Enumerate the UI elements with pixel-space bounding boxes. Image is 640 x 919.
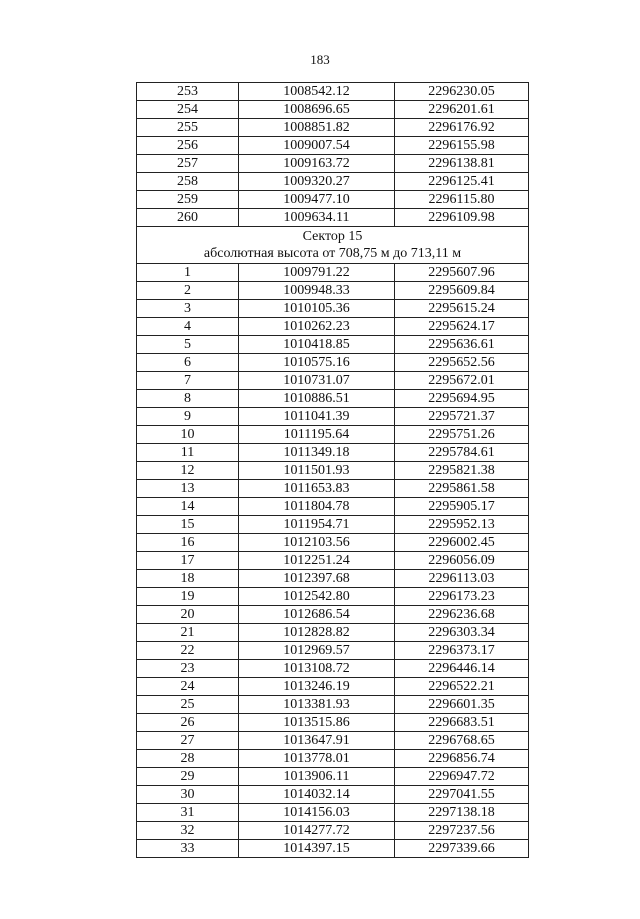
x-coordinate-cell: 1009634.11 (239, 209, 395, 227)
y-coordinate-cell: 2297138.18 (395, 804, 529, 822)
table-row (137, 822, 529, 840)
x-coordinate-cell: 1014277.72 (239, 822, 395, 840)
table-row (137, 696, 529, 714)
point-number-cell: 254 (137, 101, 239, 119)
y-coordinate-cell: 2296230.05 (395, 83, 529, 101)
sector-header-row (137, 227, 529, 264)
y-coordinate-cell: 2296138.81 (395, 155, 529, 173)
y-coordinate-cell: 2296236.68 (395, 606, 529, 624)
y-coordinate-cell: 2296303.34 (395, 624, 529, 642)
point-number-cell: 260 (137, 209, 239, 227)
y-coordinate-cell: 2295615.24 (395, 300, 529, 318)
table-row (137, 732, 529, 750)
table-row (137, 552, 529, 570)
rows-after-group (137, 264, 529, 858)
y-coordinate-cell: 2296113.03 (395, 570, 529, 588)
point-number-cell: 20 (137, 606, 239, 624)
y-coordinate-cell: 2295607.96 (395, 264, 529, 282)
coordinates-table (136, 82, 529, 858)
table-row (137, 282, 529, 300)
y-coordinate-cell: 2296683.51 (395, 714, 529, 732)
x-coordinate-cell: 1010418.85 (239, 336, 395, 354)
table-row (137, 444, 529, 462)
x-coordinate-cell: 1011804.78 (239, 498, 395, 516)
table-row (137, 300, 529, 318)
point-number-cell: 31 (137, 804, 239, 822)
point-number-cell: 9 (137, 408, 239, 426)
point-number-cell: 17 (137, 552, 239, 570)
x-coordinate-cell: 1008696.65 (239, 101, 395, 119)
table-row (137, 642, 529, 660)
table-row (137, 678, 529, 696)
sector-title: Сектор 15 (302, 229, 363, 244)
y-coordinate-cell: 2296125.41 (395, 173, 529, 191)
x-coordinate-cell: 1010731.07 (239, 372, 395, 390)
point-number-cell: 30 (137, 786, 239, 804)
table-row (137, 480, 529, 498)
table-row (137, 660, 529, 678)
table-row (137, 336, 529, 354)
y-coordinate-cell: 2296056.09 (395, 552, 529, 570)
point-number-cell: 19 (137, 588, 239, 606)
point-number-cell: 7 (137, 372, 239, 390)
point-number-cell: 13 (137, 480, 239, 498)
x-coordinate-cell: 1009320.27 (239, 173, 395, 191)
y-coordinate-cell: 2295672.01 (395, 372, 529, 390)
point-number-cell: 1 (137, 264, 239, 282)
page-number: 183 (310, 52, 330, 67)
point-number-cell: 10 (137, 426, 239, 444)
x-coordinate-cell: 1012686.54 (239, 606, 395, 624)
table-row (137, 408, 529, 426)
point-number-cell: 5 (137, 336, 239, 354)
table-row (137, 714, 529, 732)
y-coordinate-cell: 2295652.56 (395, 354, 529, 372)
x-coordinate-cell: 1014397.15 (239, 840, 395, 858)
point-number-cell: 8 (137, 390, 239, 408)
table-row (137, 173, 529, 191)
x-coordinate-cell: 1012251.24 (239, 552, 395, 570)
y-coordinate-cell: 2295952.13 (395, 516, 529, 534)
x-coordinate-cell: 1009477.10 (239, 191, 395, 209)
y-coordinate-cell: 2297041.55 (395, 786, 529, 804)
point-number-cell: 256 (137, 137, 239, 155)
table-row (137, 804, 529, 822)
table-row (137, 516, 529, 534)
point-number-cell: 259 (137, 191, 239, 209)
point-number-cell: 27 (137, 732, 239, 750)
table-row (137, 426, 529, 444)
point-number-cell: 2 (137, 282, 239, 300)
x-coordinate-cell: 1009007.54 (239, 137, 395, 155)
point-number-cell: 12 (137, 462, 239, 480)
point-number-cell: 14 (137, 498, 239, 516)
x-coordinate-cell: 1009948.33 (239, 282, 395, 300)
point-number-cell: 22 (137, 642, 239, 660)
x-coordinate-cell: 1011041.39 (239, 408, 395, 426)
y-coordinate-cell: 2295624.17 (395, 318, 529, 336)
table-row (137, 462, 529, 480)
x-coordinate-cell: 1010575.16 (239, 354, 395, 372)
x-coordinate-cell: 1013381.93 (239, 696, 395, 714)
table-row (137, 390, 529, 408)
y-coordinate-cell: 2296856.74 (395, 750, 529, 768)
x-coordinate-cell: 1011653.83 (239, 480, 395, 498)
x-coordinate-cell: 1010105.36 (239, 300, 395, 318)
y-coordinate-cell: 2297339.66 (395, 840, 529, 858)
y-coordinate-cell: 2295861.58 (395, 480, 529, 498)
point-number-cell: 32 (137, 822, 239, 840)
y-coordinate-cell: 2295751.26 (395, 426, 529, 444)
table-row (137, 534, 529, 552)
rows-before-group (137, 83, 529, 227)
x-coordinate-cell: 1013906.11 (239, 768, 395, 786)
point-number-cell: 4 (137, 318, 239, 336)
x-coordinate-cell: 1008851.82 (239, 119, 395, 137)
point-number-cell: 26 (137, 714, 239, 732)
y-coordinate-cell: 2296109.98 (395, 209, 529, 227)
x-coordinate-cell: 1009791.22 (239, 264, 395, 282)
table-row (137, 840, 529, 858)
sector-header-cell (137, 227, 529, 264)
point-number-cell: 255 (137, 119, 239, 137)
y-coordinate-cell: 2296947.72 (395, 768, 529, 786)
sector-subtitle: абсолютная высота от 708,75 м до 713,11 м (203, 246, 462, 261)
point-number-cell: 28 (137, 750, 239, 768)
table-row (137, 191, 529, 209)
table-row (137, 786, 529, 804)
point-number-cell: 15 (137, 516, 239, 534)
x-coordinate-cell: 1012103.56 (239, 534, 395, 552)
x-coordinate-cell: 1009163.72 (239, 155, 395, 173)
y-coordinate-cell: 2296522.21 (395, 678, 529, 696)
table-row (137, 137, 529, 155)
table-row (137, 372, 529, 390)
x-coordinate-cell: 1013246.19 (239, 678, 395, 696)
y-coordinate-cell: 2296155.98 (395, 137, 529, 155)
y-coordinate-cell: 2295784.61 (395, 444, 529, 462)
x-coordinate-cell: 1013778.01 (239, 750, 395, 768)
x-coordinate-cell: 1014156.03 (239, 804, 395, 822)
point-number-cell: 3 (137, 300, 239, 318)
y-coordinate-cell: 2295636.61 (395, 336, 529, 354)
y-coordinate-cell: 2296002.45 (395, 534, 529, 552)
y-coordinate-cell: 2295905.17 (395, 498, 529, 516)
table-row (137, 209, 529, 227)
y-coordinate-cell: 2295609.84 (395, 282, 529, 300)
point-number-cell: 16 (137, 534, 239, 552)
x-coordinate-cell: 1012397.68 (239, 570, 395, 588)
y-coordinate-cell: 2296201.61 (395, 101, 529, 119)
x-coordinate-cell: 1012969.57 (239, 642, 395, 660)
table-row (137, 318, 529, 336)
x-coordinate-cell: 1011954.71 (239, 516, 395, 534)
y-coordinate-cell: 2296446.14 (395, 660, 529, 678)
table-row (137, 768, 529, 786)
x-coordinate-cell: 1014032.14 (239, 786, 395, 804)
point-number-cell: 21 (137, 624, 239, 642)
x-coordinate-cell: 1011501.93 (239, 462, 395, 480)
point-number-cell: 253 (137, 83, 239, 101)
x-coordinate-cell: 1013108.72 (239, 660, 395, 678)
table-row (137, 624, 529, 642)
y-coordinate-cell: 2296373.17 (395, 642, 529, 660)
y-coordinate-cell: 2296176.92 (395, 119, 529, 137)
y-coordinate-cell: 2296173.23 (395, 588, 529, 606)
y-coordinate-cell: 2297237.56 (395, 822, 529, 840)
y-coordinate-cell: 2295694.95 (395, 390, 529, 408)
x-coordinate-cell: 1013647.91 (239, 732, 395, 750)
point-number-cell: 24 (137, 678, 239, 696)
point-number-cell: 6 (137, 354, 239, 372)
x-coordinate-cell: 1012542.80 (239, 588, 395, 606)
table-row (137, 155, 529, 173)
point-number-cell: 257 (137, 155, 239, 173)
y-coordinate-cell: 2296115.80 (395, 191, 529, 209)
point-number-cell: 29 (137, 768, 239, 786)
y-coordinate-cell: 2295721.37 (395, 408, 529, 426)
point-number-cell: 18 (137, 570, 239, 588)
x-coordinate-cell: 1008542.12 (239, 83, 395, 101)
table-row (137, 119, 529, 137)
table-row (137, 750, 529, 768)
x-coordinate-cell: 1011349.18 (239, 444, 395, 462)
table-row (137, 101, 529, 119)
x-coordinate-cell: 1011195.64 (239, 426, 395, 444)
table-row (137, 498, 529, 516)
table-row (137, 570, 529, 588)
table-row (137, 354, 529, 372)
y-coordinate-cell: 2295821.38 (395, 462, 529, 480)
table-row (137, 606, 529, 624)
point-number-cell: 11 (137, 444, 239, 462)
x-coordinate-cell: 1013515.86 (239, 714, 395, 732)
table-row (137, 588, 529, 606)
x-coordinate-cell: 1010262.23 (239, 318, 395, 336)
y-coordinate-cell: 2296601.35 (395, 696, 529, 714)
x-coordinate-cell: 1010886.51 (239, 390, 395, 408)
point-number-cell: 33 (137, 840, 239, 858)
x-coordinate-cell: 1012828.82 (239, 624, 395, 642)
point-number-cell: 258 (137, 173, 239, 191)
table-row (137, 264, 529, 282)
point-number-cell: 25 (137, 696, 239, 714)
point-number-cell: 23 (137, 660, 239, 678)
table-row (137, 83, 529, 101)
y-coordinate-cell: 2296768.65 (395, 732, 529, 750)
